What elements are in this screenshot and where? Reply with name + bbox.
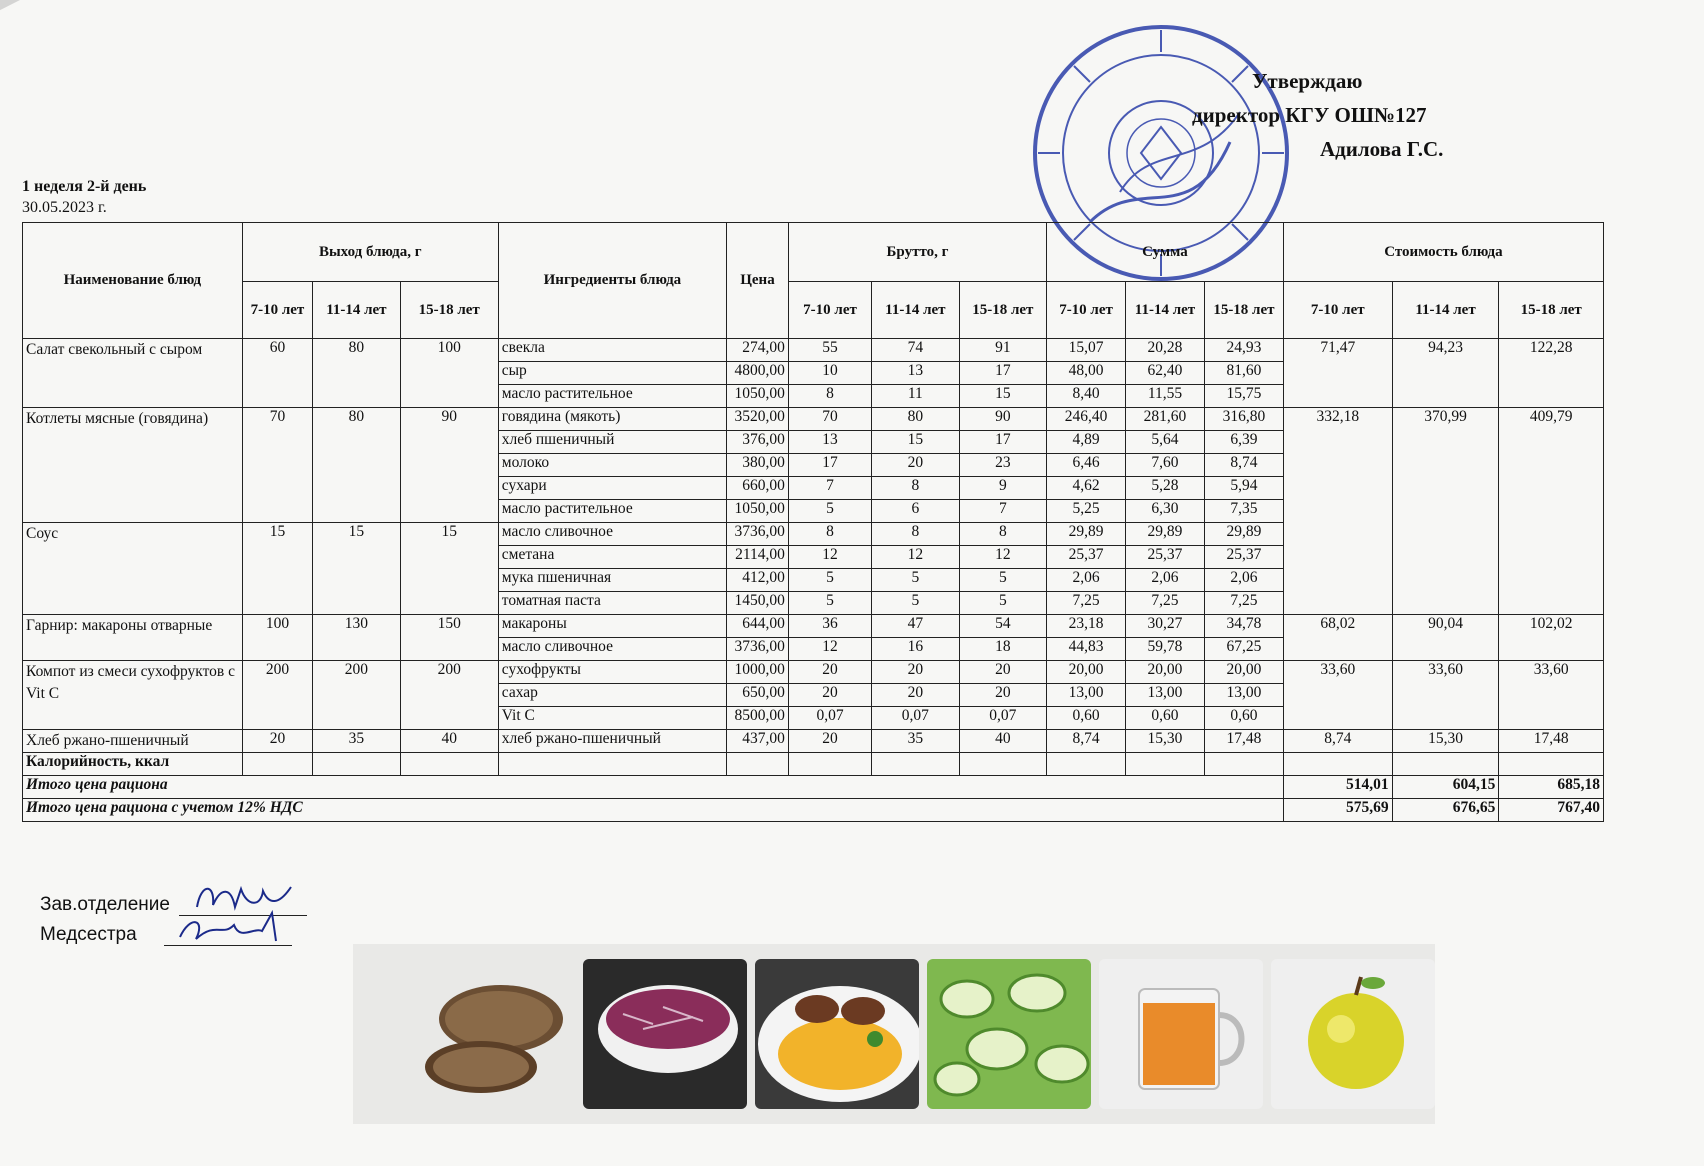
ingredient-sum: 44,83 xyxy=(1047,638,1126,661)
dish-cost: 33,60 xyxy=(1499,661,1604,730)
ingredient-gross: 17 xyxy=(959,431,1046,454)
ingredient-sum: 4,62 xyxy=(1047,477,1126,500)
header-age: 11-14 лет xyxy=(1126,282,1205,339)
ingredient-sum: 5,28 xyxy=(1126,477,1205,500)
dish-cost: 370,99 xyxy=(1392,408,1499,615)
ingredient-sum: 8,74 xyxy=(1047,730,1126,753)
ingredient-gross: 20 xyxy=(788,684,871,707)
table-row xyxy=(23,730,1604,753)
menu-table xyxy=(22,222,1604,822)
header-output: Выход блюда, г xyxy=(242,223,498,282)
ingredient-name: масло растительное xyxy=(498,385,726,408)
header-dish-name: Наименование блюд xyxy=(23,223,243,339)
ingredient-gross: 8 xyxy=(872,477,959,500)
ingredient-sum: 25,37 xyxy=(1047,546,1126,569)
ingredient-price: 644,00 xyxy=(727,615,789,638)
dish-name: Компот из смеси сухофруктов с Vit C xyxy=(23,661,243,730)
tea-cup-icon xyxy=(1099,959,1263,1109)
vat-total-value: 767,40 xyxy=(1499,799,1604,822)
dish-name: Гарнир: макароны отварные xyxy=(23,615,243,661)
ingredient-sum: 5,94 xyxy=(1204,477,1283,500)
bread-icon xyxy=(411,959,575,1109)
ingredient-gross: 17 xyxy=(788,454,871,477)
dish-name: Котлеты мясные (говядина) xyxy=(23,408,243,523)
ingredient-price: 8500,00 xyxy=(727,707,789,730)
ingredient-sum: 20,00 xyxy=(1126,661,1205,684)
header-age: 15-18 лет xyxy=(959,282,1046,339)
ingredient-name: Vit C xyxy=(498,707,726,730)
dish-output: 80 xyxy=(313,339,400,408)
dish-name: Хлеб ржано-пшеничный xyxy=(23,730,243,753)
ingredient-gross: 5 xyxy=(788,592,871,615)
dish-cost: 17,48 xyxy=(1499,730,1604,753)
dish-output: 20 xyxy=(242,730,312,753)
menu-date: 30.05.2023 г. xyxy=(22,199,107,216)
ingredient-gross: 16 xyxy=(872,638,959,661)
ingredient-gross: 9 xyxy=(959,477,1046,500)
header-age: 7-10 лет xyxy=(1283,282,1392,339)
ingredient-sum: 8,40 xyxy=(1047,385,1126,408)
ingredient-sum: 23,18 xyxy=(1047,615,1126,638)
ingredient-name: мука пшеничная xyxy=(498,569,726,592)
ingredient-sum: 48,00 xyxy=(1047,362,1126,385)
ingredient-gross: 54 xyxy=(959,615,1046,638)
header-age: 11-14 лет xyxy=(313,282,400,339)
ingredient-name: сыр xyxy=(498,362,726,385)
dish-cost: 94,23 xyxy=(1392,339,1499,408)
total-value: 604,15 xyxy=(1392,776,1499,799)
ingredient-gross: 11 xyxy=(872,385,959,408)
ingredient-gross: 0,07 xyxy=(959,707,1046,730)
ingredient-gross: 91 xyxy=(959,339,1046,362)
ingredient-gross: 17 xyxy=(959,362,1046,385)
ingredient-price: 4800,00 xyxy=(727,362,789,385)
header-age: 15-18 лет xyxy=(1499,282,1604,339)
apple-icon xyxy=(1271,959,1435,1109)
header-sum: Сумма xyxy=(1047,223,1284,282)
ingredient-gross: 12 xyxy=(788,638,871,661)
dish-output: 35 xyxy=(313,730,400,753)
ingredient-sum: 13,00 xyxy=(1126,684,1205,707)
ingredient-sum: 2,06 xyxy=(1126,569,1205,592)
dish-output: 130 xyxy=(313,615,400,661)
food-images-strip xyxy=(353,944,1435,1124)
ingredient-sum: 5,64 xyxy=(1126,431,1205,454)
header-cost: Стоимость блюда xyxy=(1283,223,1603,282)
dish-cost: 332,18 xyxy=(1283,408,1392,615)
dish-output: 15 xyxy=(242,523,312,615)
ingredient-sum: 29,89 xyxy=(1047,523,1126,546)
dish-output: 200 xyxy=(400,661,498,730)
ingredient-sum: 6,39 xyxy=(1204,431,1283,454)
table-row xyxy=(23,339,1604,362)
ingredient-gross: 8 xyxy=(959,523,1046,546)
menu-header xyxy=(22,176,146,218)
ingredient-gross: 0,07 xyxy=(872,707,959,730)
ingredient-sum: 25,37 xyxy=(1126,546,1205,569)
ingredient-sum: 13,00 xyxy=(1047,684,1126,707)
ingredient-gross: 5 xyxy=(959,592,1046,615)
ingredient-sum: 13,00 xyxy=(1204,684,1283,707)
ingredient-sum: 15,75 xyxy=(1204,385,1283,408)
ingredient-sum: 34,78 xyxy=(1204,615,1283,638)
ingredient-gross: 5 xyxy=(872,569,959,592)
dish-output: 150 xyxy=(400,615,498,661)
ingredient-sum: 7,25 xyxy=(1204,592,1283,615)
ingredient-gross: 20 xyxy=(959,684,1046,707)
ingredient-price: 2114,00 xyxy=(727,546,789,569)
ingredient-price: 376,00 xyxy=(727,431,789,454)
ingredient-price: 380,00 xyxy=(727,454,789,477)
ingredient-gross: 15 xyxy=(959,385,1046,408)
ingredient-gross: 5 xyxy=(959,569,1046,592)
ingredient-sum: 81,60 xyxy=(1204,362,1283,385)
ingredient-gross: 12 xyxy=(872,546,959,569)
total-value: 685,18 xyxy=(1499,776,1604,799)
dish-output: 200 xyxy=(313,661,400,730)
ingredient-gross: 90 xyxy=(959,408,1046,431)
header-age: 7-10 лет xyxy=(242,282,312,339)
ingredient-sum: 316,80 xyxy=(1204,408,1283,431)
header-age: 11-14 лет xyxy=(1392,282,1499,339)
dish-output: 40 xyxy=(400,730,498,753)
ingredient-gross: 18 xyxy=(959,638,1046,661)
signature-nurse xyxy=(40,924,292,946)
ingredient-gross: 70 xyxy=(788,408,871,431)
ingredient-sum: 2,06 xyxy=(1204,569,1283,592)
header-gross: Брутто, г xyxy=(788,223,1046,282)
ingredient-name: хлеб пшеничный xyxy=(498,431,726,454)
header-age: 7-10 лет xyxy=(1047,282,1126,339)
approval-title: Утверждаю xyxy=(1252,69,1363,93)
table-row xyxy=(23,408,1604,431)
dish-cost: 102,02 xyxy=(1499,615,1604,661)
dish-output: 15 xyxy=(313,523,400,615)
ingredient-name: свекла xyxy=(498,339,726,362)
ingredient-sum: 25,37 xyxy=(1204,546,1283,569)
ingredient-price: 274,00 xyxy=(727,339,789,362)
ingredient-price: 1050,00 xyxy=(727,500,789,523)
ingredient-price: 3736,00 xyxy=(727,638,789,661)
ingredient-gross: 74 xyxy=(872,339,959,362)
ingredient-gross: 12 xyxy=(959,546,1046,569)
ingredient-sum: 2,06 xyxy=(1047,569,1126,592)
ingredient-gross: 20 xyxy=(872,454,959,477)
ingredient-gross: 20 xyxy=(872,684,959,707)
ingredient-sum: 30,27 xyxy=(1126,615,1205,638)
ingredient-gross: 20 xyxy=(872,661,959,684)
ingredient-gross: 8 xyxy=(788,385,871,408)
total-value: 514,01 xyxy=(1283,776,1392,799)
ingredient-name: говядина (мякоть) xyxy=(498,408,726,431)
ingredient-sum: 29,89 xyxy=(1126,523,1205,546)
vat-total-value: 676,65 xyxy=(1392,799,1499,822)
ingredient-gross: 23 xyxy=(959,454,1046,477)
ingredient-gross: 13 xyxy=(788,431,871,454)
ingredient-price: 412,00 xyxy=(727,569,789,592)
ingredient-gross: 7 xyxy=(959,500,1046,523)
dish-output: 60 xyxy=(242,339,312,408)
ingredient-sum: 11,55 xyxy=(1126,385,1205,408)
ingredient-sum: 7,60 xyxy=(1126,454,1205,477)
cucumber-icon xyxy=(927,959,1091,1109)
handwritten-signature-icon xyxy=(176,907,286,951)
dish-output: 200 xyxy=(242,661,312,730)
ingredient-price: 660,00 xyxy=(727,477,789,500)
ingredient-name: томатная паста xyxy=(498,592,726,615)
ingredient-gross: 8 xyxy=(872,523,959,546)
vat-total-label: Итого цена рациона с учетом 12% НДС xyxy=(23,799,1284,822)
ingredient-name: масло сливочное xyxy=(498,638,726,661)
approval-position: директор КГУ ОШ№127 xyxy=(1192,103,1427,127)
dish-output: 100 xyxy=(242,615,312,661)
ingredient-sum: 67,25 xyxy=(1204,638,1283,661)
ingredient-sum: 246,40 xyxy=(1047,408,1126,431)
dish-cost: 8,74 xyxy=(1283,730,1392,753)
ingredient-gross: 40 xyxy=(959,730,1046,753)
ingredient-sum: 6,30 xyxy=(1126,500,1205,523)
ingredient-name: масло растительное xyxy=(498,500,726,523)
ingredient-sum: 59,78 xyxy=(1126,638,1205,661)
signature-nurse-label: Медсестра xyxy=(40,924,137,945)
ingredient-sum: 29,89 xyxy=(1204,523,1283,546)
ingredient-name: сухофрукты xyxy=(498,661,726,684)
signature-line xyxy=(164,927,292,946)
ingredient-gross: 0,07 xyxy=(788,707,871,730)
ingredient-gross: 47 xyxy=(872,615,959,638)
ingredient-sum: 281,60 xyxy=(1126,408,1205,431)
dish-cost: 409,79 xyxy=(1499,408,1604,615)
ingredient-sum: 20,00 xyxy=(1204,661,1283,684)
dish-cost: 122,28 xyxy=(1499,339,1604,408)
approval-person: Адилова Г.С. xyxy=(1320,137,1444,161)
signature-head-label: Зав.отделение xyxy=(40,894,170,915)
ingredient-sum: 62,40 xyxy=(1126,362,1205,385)
ingredient-gross: 6 xyxy=(872,500,959,523)
beet-salad-icon xyxy=(583,959,747,1109)
table-row xyxy=(23,661,1604,684)
dish-cost: 68,02 xyxy=(1283,615,1392,661)
ingredient-name: молоко xyxy=(498,454,726,477)
ingredient-name: сухари xyxy=(498,477,726,500)
ingredient-gross: 35 xyxy=(872,730,959,753)
header-age: 7-10 лет xyxy=(788,282,871,339)
ingredient-price: 650,00 xyxy=(727,684,789,707)
ingredient-gross: 13 xyxy=(872,362,959,385)
approval-block xyxy=(1180,64,1443,166)
ingredient-price: 3736,00 xyxy=(727,523,789,546)
ingredient-sum: 7,25 xyxy=(1047,592,1126,615)
ingredient-name: сметана xyxy=(498,546,726,569)
ingredient-price: 437,00 xyxy=(727,730,789,753)
dish-output: 70 xyxy=(242,408,312,523)
dish-cost: 15,30 xyxy=(1392,730,1499,753)
ingredient-sum: 7,25 xyxy=(1126,592,1205,615)
table-row xyxy=(23,615,1604,638)
ingredient-sum: 6,46 xyxy=(1047,454,1126,477)
ingredient-gross: 12 xyxy=(788,546,871,569)
dish-cost: 71,47 xyxy=(1283,339,1392,408)
ingredient-name: масло сливочное xyxy=(498,523,726,546)
dish-cost: 90,04 xyxy=(1392,615,1499,661)
cutlets-pasta-icon xyxy=(755,959,919,1109)
dish-name: Соус xyxy=(23,523,243,615)
ingredient-sum: 0,60 xyxy=(1126,707,1205,730)
header-ingredients: Ингредиенты блюда xyxy=(498,223,726,339)
ingredient-sum: 7,35 xyxy=(1204,500,1283,523)
ingredient-gross: 55 xyxy=(788,339,871,362)
ingredient-price: 3520,00 xyxy=(727,408,789,431)
ingredient-gross: 20 xyxy=(788,730,871,753)
ingredient-gross: 5 xyxy=(788,500,871,523)
ingredient-sum: 20,28 xyxy=(1126,339,1205,362)
header-age: 15-18 лет xyxy=(400,282,498,339)
ingredient-sum: 5,25 xyxy=(1047,500,1126,523)
dish-cost: 33,60 xyxy=(1392,661,1499,730)
ingredient-sum: 0,60 xyxy=(1204,707,1283,730)
ingredient-sum: 17,48 xyxy=(1204,730,1283,753)
ingredient-gross: 80 xyxy=(872,408,959,431)
ingredient-name: сахар xyxy=(498,684,726,707)
ingredient-price: 1050,00 xyxy=(727,385,789,408)
ingredient-gross: 5 xyxy=(788,569,871,592)
dish-name: Салат свекольный с сыром xyxy=(23,339,243,408)
dish-output: 80 xyxy=(313,408,400,523)
paper-shadow xyxy=(0,0,20,80)
ingredient-gross: 10 xyxy=(788,362,871,385)
ingredient-gross: 7 xyxy=(788,477,871,500)
vat-total-value: 575,69 xyxy=(1283,799,1392,822)
ingredient-gross: 15 xyxy=(872,431,959,454)
ingredient-sum: 24,93 xyxy=(1204,339,1283,362)
ingredient-gross: 20 xyxy=(959,661,1046,684)
ingredient-sum: 15,07 xyxy=(1047,339,1126,362)
ingredient-sum: 4,89 xyxy=(1047,431,1126,454)
calories-label: Калорийность, ккал xyxy=(23,753,243,776)
header-age: 11-14 лет xyxy=(872,282,959,339)
ingredient-name: макароны xyxy=(498,615,726,638)
dish-output: 90 xyxy=(400,408,498,523)
dish-output: 15 xyxy=(400,523,498,615)
header-price: Цена xyxy=(727,223,789,339)
dish-cost: 33,60 xyxy=(1283,661,1392,730)
ingredient-gross: 5 xyxy=(872,592,959,615)
dish-output: 100 xyxy=(400,339,498,408)
ingredient-name: хлеб ржано-пшеничный xyxy=(498,730,726,753)
ingredient-gross: 20 xyxy=(788,661,871,684)
ingredient-price: 1000,00 xyxy=(727,661,789,684)
ingredient-gross: 8 xyxy=(788,523,871,546)
ingredient-sum: 0,60 xyxy=(1047,707,1126,730)
total-label: Итого цена рациона xyxy=(23,776,1284,799)
header-age: 15-18 лет xyxy=(1204,282,1283,339)
week-day: 1 неделя 2-й день xyxy=(22,178,147,195)
ingredient-sum: 20,00 xyxy=(1047,661,1126,684)
ingredient-sum: 8,74 xyxy=(1204,454,1283,477)
ingredient-gross: 36 xyxy=(788,615,871,638)
ingredient-sum: 15,30 xyxy=(1126,730,1205,753)
ingredient-price: 1450,00 xyxy=(727,592,789,615)
